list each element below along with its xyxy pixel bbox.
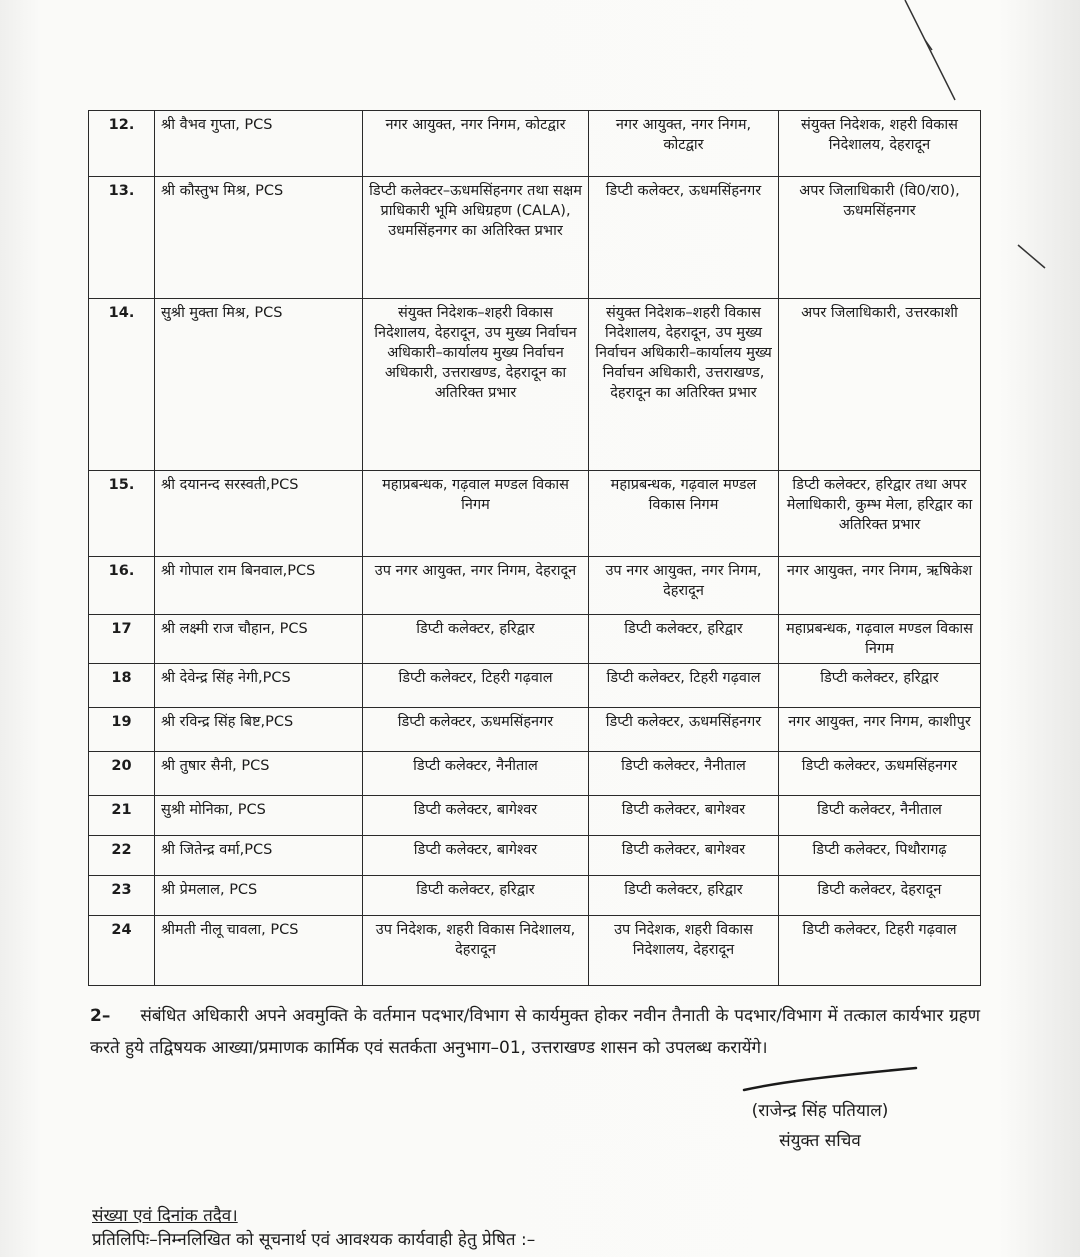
new-posting: डिप्टी कलेक्टर, हरिद्वार	[779, 664, 981, 708]
present-posting: डिप्टी कलेक्टर, हरिद्वार	[589, 876, 779, 916]
officer-name: सुश्री मोनिका, PCS	[155, 796, 363, 836]
paragraph-number: 2–	[90, 1006, 111, 1026]
present-posting: डिप्टी कलेक्टर, हरिद्वार	[589, 615, 779, 664]
new-posting: डिप्टी कलेक्टर, देहरादून	[779, 876, 981, 916]
serial-number: 13.	[89, 177, 155, 299]
officer-name: श्री कौस्तुभ मिश्र, PCS	[155, 177, 363, 299]
table-row	[89, 557, 981, 615]
officer-name: श्री गोपाल राम बिनवाल,PCS	[155, 557, 363, 615]
new-posting: नगर आयुक्त, नगर निगम, काशीपुर	[779, 708, 981, 752]
table-row	[89, 664, 981, 708]
copy-to-line: प्रतिलिपिः–निम्नलिखित को सूचनार्थ एवं आवश्यक कार्यवाही हेतु प्रेषित :–	[92, 1230, 536, 1250]
signature-block	[720, 1096, 920, 1156]
current-post: डिप्टी कलेक्टर, हरिद्वार	[363, 876, 589, 916]
present-posting: उप निदेशक, शहरी विकास निदेशालय, देहरादून	[589, 916, 779, 986]
officer-name: श्री लक्ष्मी राज चौहान, PCS	[155, 615, 363, 664]
officer-name: श्री वैभव गुप्ता, PCS	[155, 111, 363, 177]
officer-name: श्री तुषार सैनी, PCS	[155, 752, 363, 796]
table-row	[89, 876, 981, 916]
new-posting: डिप्टी कलेक्टर, नैनीताल	[779, 796, 981, 836]
present-posting: डिप्टी कलेक्टर, टिहरी गढ़वाल	[589, 664, 779, 708]
current-post: उप निदेशक, शहरी विकास निदेशालय, देहरादून	[363, 916, 589, 986]
officer-name: श्रीमती नीलू चावला, PCS	[155, 916, 363, 986]
serial-number: 17	[89, 615, 155, 664]
present-posting: संयुक्त निदेशक–शहरी विकास निदेशालय, देहरादून, उप मुख्य निर्वाचन अधिकारी–कार्यालय मुख्य निर्वाचन अधिकारी, उत्तराखण्ड, देहरादून का अतिरिक्त प्रभार	[589, 299, 779, 471]
reference-line: संख्या एवं दिनांक तदैव।	[92, 1206, 238, 1226]
table-row	[89, 111, 981, 177]
present-posting: डिप्टी कलेक्टर, ऊधमसिंहनगर	[589, 177, 779, 299]
current-post: डिप्टी कलेक्टर–ऊधमसिंहनगर तथा सक्षम प्राधिकारी भूमि अधिग्रहण (CALA), उधमसिंहनगर का अतिरिक्त प्रभार	[363, 177, 589, 299]
new-posting: डिप्टी कलेक्टर, पिथौरागढ़	[779, 836, 981, 876]
officer-name: सुश्री मुक्ता मिश्र, PCS	[155, 299, 363, 471]
signatory-designation: संयुक्त सचिव	[779, 1131, 861, 1151]
table-row	[89, 752, 981, 796]
current-post: डिप्टी कलेक्टर, नैनीताल	[363, 752, 589, 796]
table-row	[89, 177, 981, 299]
new-posting: संयुक्त निदेशक, शहरी विकास निदेशालय, देहरादून	[779, 111, 981, 177]
current-post: डिप्टी कलेक्टर, बागेश्वर	[363, 796, 589, 836]
signatory-name: (राजेन्द्र सिंह पतियाल)	[751, 1101, 889, 1121]
current-post: डिप्टी कलेक्टर, ऊधमसिंहनगर	[363, 708, 589, 752]
officer-name: श्री रविन्द्र सिंह बिष्ट,PCS	[155, 708, 363, 752]
new-posting: डिप्टी कलेक्टर, हरिद्वार तथा अपर मेलाधिकारी, कुम्भ मेला, हरिद्वार का अतिरिक्त प्रभार	[779, 471, 981, 557]
current-post: डिप्टी कलेक्टर, हरिद्वार	[363, 615, 589, 664]
present-posting: डिप्टी कलेक्टर, ऊधमसिंहनगर	[589, 708, 779, 752]
table-row	[89, 471, 981, 557]
current-post: डिप्टी कलेक्टर, टिहरी गढ़वाल	[363, 664, 589, 708]
table-row	[89, 615, 981, 664]
transfer-table	[88, 110, 981, 986]
table-row	[89, 708, 981, 752]
serial-number: 19	[89, 708, 155, 752]
paragraph-text: संबंधित अधिकारी अपने अवमुक्ति के वर्तमान पदभार/विभाग से कार्यमुक्त होकर नवीन तैनाती के पदभार/विभाग में तत्काल कार्यभार ग्रहण करते हुये तद्विषयक आख्या/प्रमाणक कार्मिक एवं सतर्कता अनुभाग–01, उत्तराखण्ड शासन को उपलब्ध करायेंगे।	[90, 1006, 980, 1058]
table-row	[89, 796, 981, 836]
new-posting: नगर आयुक्त, नगर निगम, ऋषिकेश	[779, 557, 981, 615]
new-posting: अपर जिलाधिकारी (वि0/रा0), ऊधमसिंहनगर	[779, 177, 981, 299]
current-post: नगर आयुक्त, नगर निगम, कोटद्वार	[363, 111, 589, 177]
serial-number: 15.	[89, 471, 155, 557]
current-post: संयुक्त निदेशक–शहरी विकास निदेशालय, देहरादून, उप मुख्य निर्वाचन अधिकारी–कार्यालय मुख्य निर्वाचन अधिकारी, उत्तराखण्ड, देहरादून का अतिरिक्त प्रभार	[363, 299, 589, 471]
current-post: उप नगर आयुक्त, नगर निगम, देहरादून	[363, 557, 589, 615]
current-post: डिप्टी कलेक्टर, बागेश्वर	[363, 836, 589, 876]
present-posting: नगर आयुक्त, नगर निगम, कोटद्वार	[589, 111, 779, 177]
instruction-paragraph	[90, 1000, 980, 1064]
table-row	[89, 836, 981, 876]
table-row	[89, 916, 981, 986]
current-post: महाप्रबन्धक, गढ़वाल मण्डल विकास निगम	[363, 471, 589, 557]
table-row	[89, 299, 981, 471]
present-posting: उप नगर आयुक्त, नगर निगम, देहरादून	[589, 557, 779, 615]
officer-name: श्री जितेन्द्र वर्मा,PCS	[155, 836, 363, 876]
new-posting: डिप्टी कलेक्टर, टिहरी गढ़वाल	[779, 916, 981, 986]
serial-number: 14.	[89, 299, 155, 471]
serial-number: 24	[89, 916, 155, 986]
serial-number: 16.	[89, 557, 155, 615]
officer-name: श्री प्रेमलाल, PCS	[155, 876, 363, 916]
serial-number: 12.	[89, 111, 155, 177]
serial-number: 20	[89, 752, 155, 796]
present-posting: डिप्टी कलेक्टर, बागेश्वर	[589, 836, 779, 876]
new-posting: डिप्टी कलेक्टर, ऊधमसिंहनगर	[779, 752, 981, 796]
officer-name: श्री दयानन्द सरस्वती,PCS	[155, 471, 363, 557]
new-posting: महाप्रबन्धक, गढ़वाल मण्डल विकास निगम	[779, 615, 981, 664]
new-posting: अपर जिलाधिकारी, उत्तरकाशी	[779, 299, 981, 471]
serial-number: 23	[89, 876, 155, 916]
present-posting: महाप्रबन्धक, गढ़वाल मण्डल विकास निगम	[589, 471, 779, 557]
serial-number: 18	[89, 664, 155, 708]
serial-number: 21	[89, 796, 155, 836]
present-posting: डिप्टी कलेक्टर, नैनीताल	[589, 752, 779, 796]
officer-name: श्री देवेन्द्र सिंह नेगी,PCS	[155, 664, 363, 708]
present-posting: डिप्टी कलेक्टर, बागेश्वर	[589, 796, 779, 836]
serial-number: 22	[89, 836, 155, 876]
